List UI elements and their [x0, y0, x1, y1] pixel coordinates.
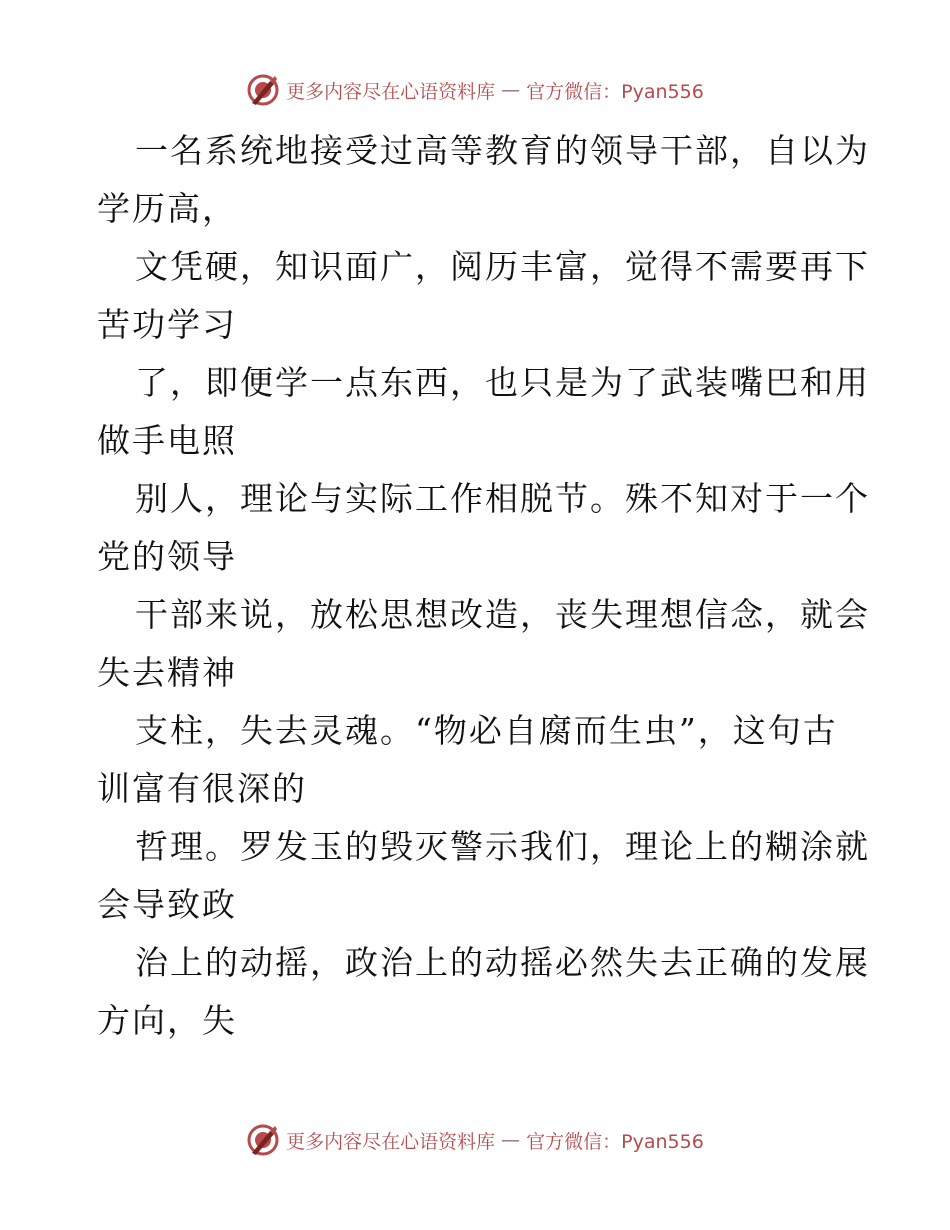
pen-logo-icon [246, 1123, 280, 1157]
footer-banner-contact: 官方微信：Pyan556 [526, 1130, 704, 1153]
text-line: 会导致政 [97, 885, 237, 924]
footer-banner-text: 更多内容尽在心语资料库 [286, 1130, 496, 1153]
text-line: 治上的动摇，政治上的动摇必然失去正确的发展 [135, 943, 870, 982]
text-line: 别人，理论与实际工作相脱节。殊不知对于一个 [135, 479, 870, 518]
text-line: 失去精神 [97, 653, 237, 692]
text-line: 哲理。罗发玉的毁灭警示我们，理论上的糊涂就 [135, 827, 870, 866]
text-line: 方向，失 [97, 1001, 237, 1040]
document-body [97, 122, 870, 1050]
header-watermark-banner [0, 70, 950, 110]
footer-watermark-banner [0, 1120, 950, 1160]
header-banner-contact: 官方微信：Pyan556 [526, 80, 704, 103]
text-line: 做手电照 [97, 421, 237, 460]
text-line: 干部来说，放松思想改造，丧失理想信念，就会 [135, 595, 870, 634]
text-line: 一名系统地接受过高等教育的领导干部，自以为 [135, 131, 870, 170]
text-line: 文凭硬，知识面广，阅历丰富，觉得不需要再下 [135, 247, 870, 286]
text-line: 了，即便学一点东西，也只是为了武装嘴巴和用 [135, 363, 870, 402]
text-line: 支柱，失去灵魂。“物必自腐而生虫”，这句古 [135, 711, 838, 750]
pen-logo-icon [246, 73, 280, 107]
footer-banner-separator: — [501, 1129, 521, 1151]
text-line: 训富有很深的 [97, 769, 307, 808]
text-line: 学历高， [97, 189, 237, 228]
text-line: 苦功学习 [97, 305, 237, 344]
header-banner-text: 更多内容尽在心语资料库 [286, 80, 496, 103]
text-line: 党的领导 [97, 537, 237, 576]
header-banner-separator: — [501, 79, 521, 101]
